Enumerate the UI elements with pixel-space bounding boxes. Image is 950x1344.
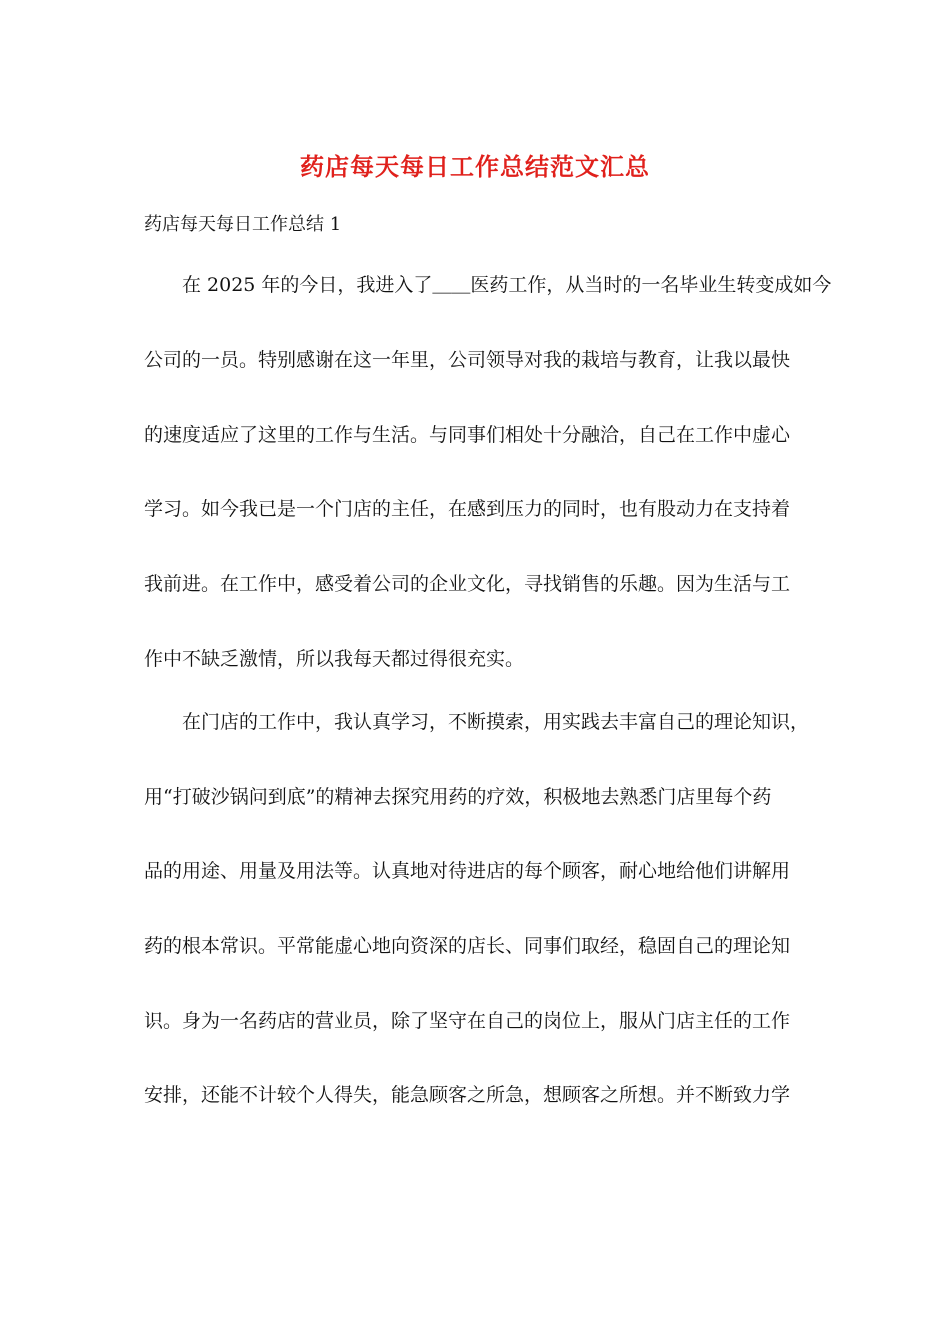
paragraph-line: 学习。如今我已是一个门店的主任，在感到压力的同时，也有股动力在支持着	[144, 498, 791, 520]
paragraph-line: 识。身为一名药店的营业员，除了坚守在自己的岗位上，服从门店主任的工作	[144, 1010, 791, 1032]
paragraph-line: 公司的一员。特别感谢在这一年里，公司领导对我的栽培与教育，让我以最快	[144, 349, 791, 371]
paragraph-line: 在 2025 年的今日，我进入了＿＿医药工作，从当时的一名毕业生转变成如今	[182, 274, 832, 296]
document-title: 药店每天每日工作总结范文汇总	[300, 152, 650, 181]
section-heading: 药店每天每日工作总结 1	[144, 214, 342, 235]
paragraph-line: 安排，还能不计较个人得失，能急顾客之所急，想顾客之所想。并不断致力学	[144, 1084, 791, 1106]
paragraph-line: 用“打破沙锅问到底”的精神去探究用药的疗效，积极地去熟悉门店里每个药	[144, 786, 772, 808]
paragraph-line: 药的根本常识。平常能虚心地向资深的店长、同事们取经，稳固自己的理论知	[144, 935, 791, 957]
paragraph-line: 作中不缺乏激情，所以我每天都过得很充实。	[144, 648, 525, 670]
paragraph-line: 在门店的工作中，我认真学习，不断摸索，用实践去丰富自己的理论知识，	[182, 711, 810, 733]
paragraph-line: 品的用途、用量及用法等。认真地对待进店的每个顾客，耐心地给他们讲解用	[144, 860, 791, 882]
paragraph-line: 的速度适应了这里的工作与生活。与同事们相处十分融洽，自己在工作中虚心	[144, 424, 791, 446]
paragraph-line: 我前进。在工作中，感受着公司的企业文化，寻找销售的乐趣。因为生活与工	[144, 573, 791, 595]
